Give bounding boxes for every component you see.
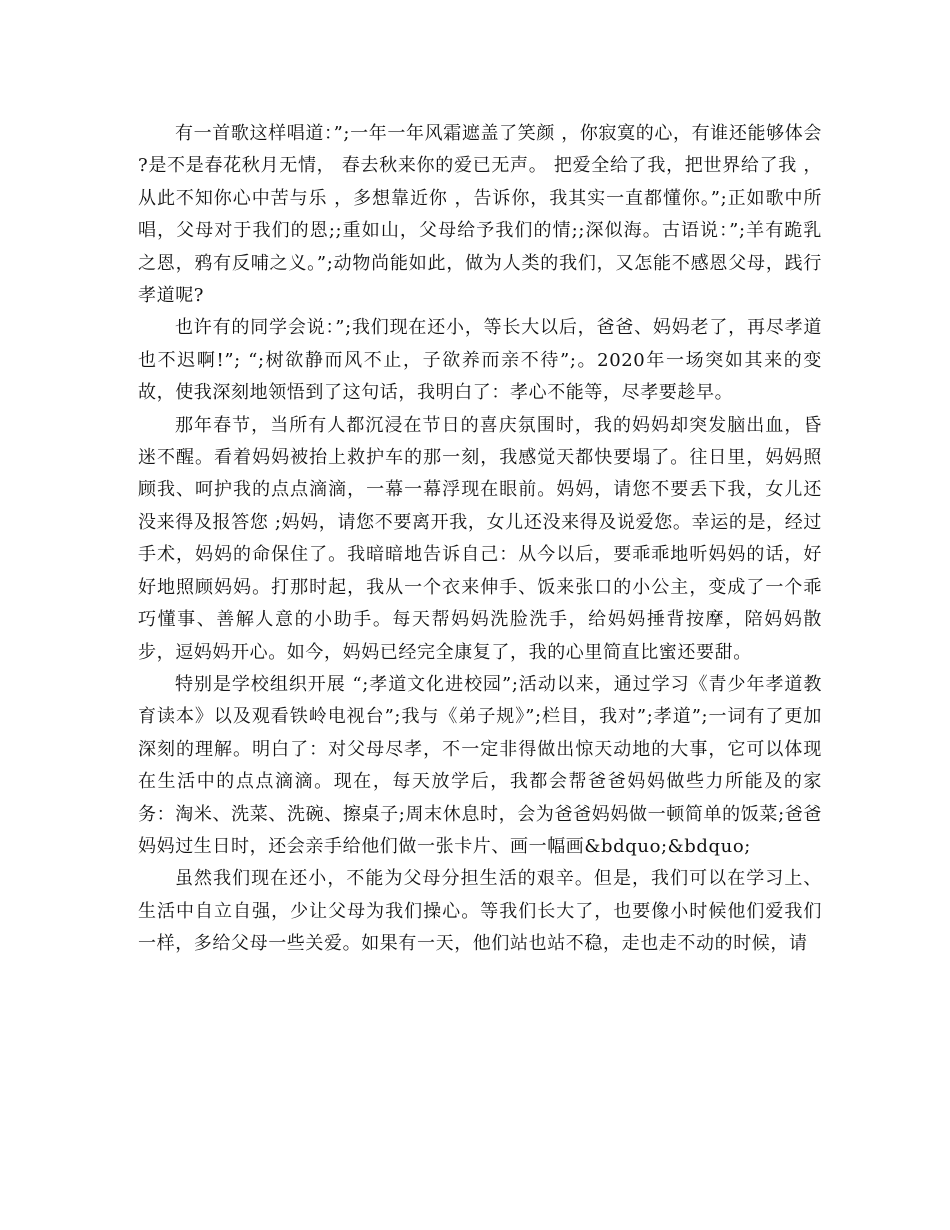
paragraph-conclusion: 虽然我们现在还小，不能为父母分担生活的艰辛。但是，我们可以在学习上、生活中自立自强，少让父母为我们操心。等我们长大了，也要像小时候他们爱我们一样，多给父母一些关爱。如果有一天，他们站也站不稳，走也走不动的时候，请 xyxy=(138,868,822,955)
paragraph-song-quote: 有一首歌这样唱道：”;一年一年风霜遮盖了笑颜 ，你寂寞的心，有谁还能够体会 ?是不是春花秋月无情， 春去秋来你的爱已无声。 把爱全给了我，把世界给了我 ，从此不知你心中苦与乐 ，多想靠近你 ，告诉你，我其实一直都懂你。”;正如歌中所唱，父母对于我们的恩;;重如山，父母给予我们的情;;深似海。古语说：”;羊有跪乳之恩，鸦有反哺之义。”;动物尚能如此，做为人类的我们，又怎能不感恩父母，践行孝道呢? xyxy=(138,123,822,307)
paragraph-spring-festival: 那年春节，当所有人都沉浸在节日的喜庆氛围时，我的妈妈却突发脑出血，昏迷不醒。看着妈妈被抬上救护车的那一刻，我感觉天都快要塌了。往日里，妈妈照顾我、呵护我的点点滴滴，一幕一幕浮现在眼前。妈妈，请您不要丢下我，女儿还没来得及报答您 ;妈妈，请您不要离开我，女儿还没来得及说爱您。幸运的是，经过手术，妈妈的命保住了。我暗暗地告诉自己：从今以后，要乖乖地听妈妈的话，好好地照顾妈妈。打那时起，我从一个衣来伸手、饭来张口的小公主，变成了一个乖巧懂事、善解人意的小助手。每天帮妈妈洗脸洗手，给妈妈捶背按摩，陪妈妈散步，逗妈妈开心。如今，妈妈已经完全康复了，我的心里简直比蜜还要甜。 xyxy=(138,414,822,663)
paragraph-school-activity: 特别是学校组织开展 “;孝道文化进校园”;活动以来，通过学习《青少年孝道教育读本》以及观看铁岭电视台”;我与《弟子规》”;栏目，我对”;孝道”;一词有了更加深刻的理解。明白了：对父母尽孝，不一定非得做出惊天动地的大事，它可以体现在生活中的点点滴滴。现在，每天放学后，我都会帮爸爸妈妈做些力所能及的家务：淘米、洗菜、洗碗、擦桌子;周末休息时，会为爸爸妈妈做一顿简单的饭菜;爸爸妈妈过生日时，还会亲手给他们做一张卡片、画一幅画&bdquo;&bdquo; xyxy=(138,673,822,857)
article-body xyxy=(138,118,822,961)
paragraph-classmates: 也许有的同学会说：”;我们现在还小，等长大以后，爸爸、妈妈老了，再尽孝道也不迟啊!”; “;树欲静而风不止，子欲养而亲不待”;。2020年一场突如其来的变故，使我深刻地领悟到了这句话，我明白了：孝心不能等，尽孝要趁早。 xyxy=(138,317,822,404)
